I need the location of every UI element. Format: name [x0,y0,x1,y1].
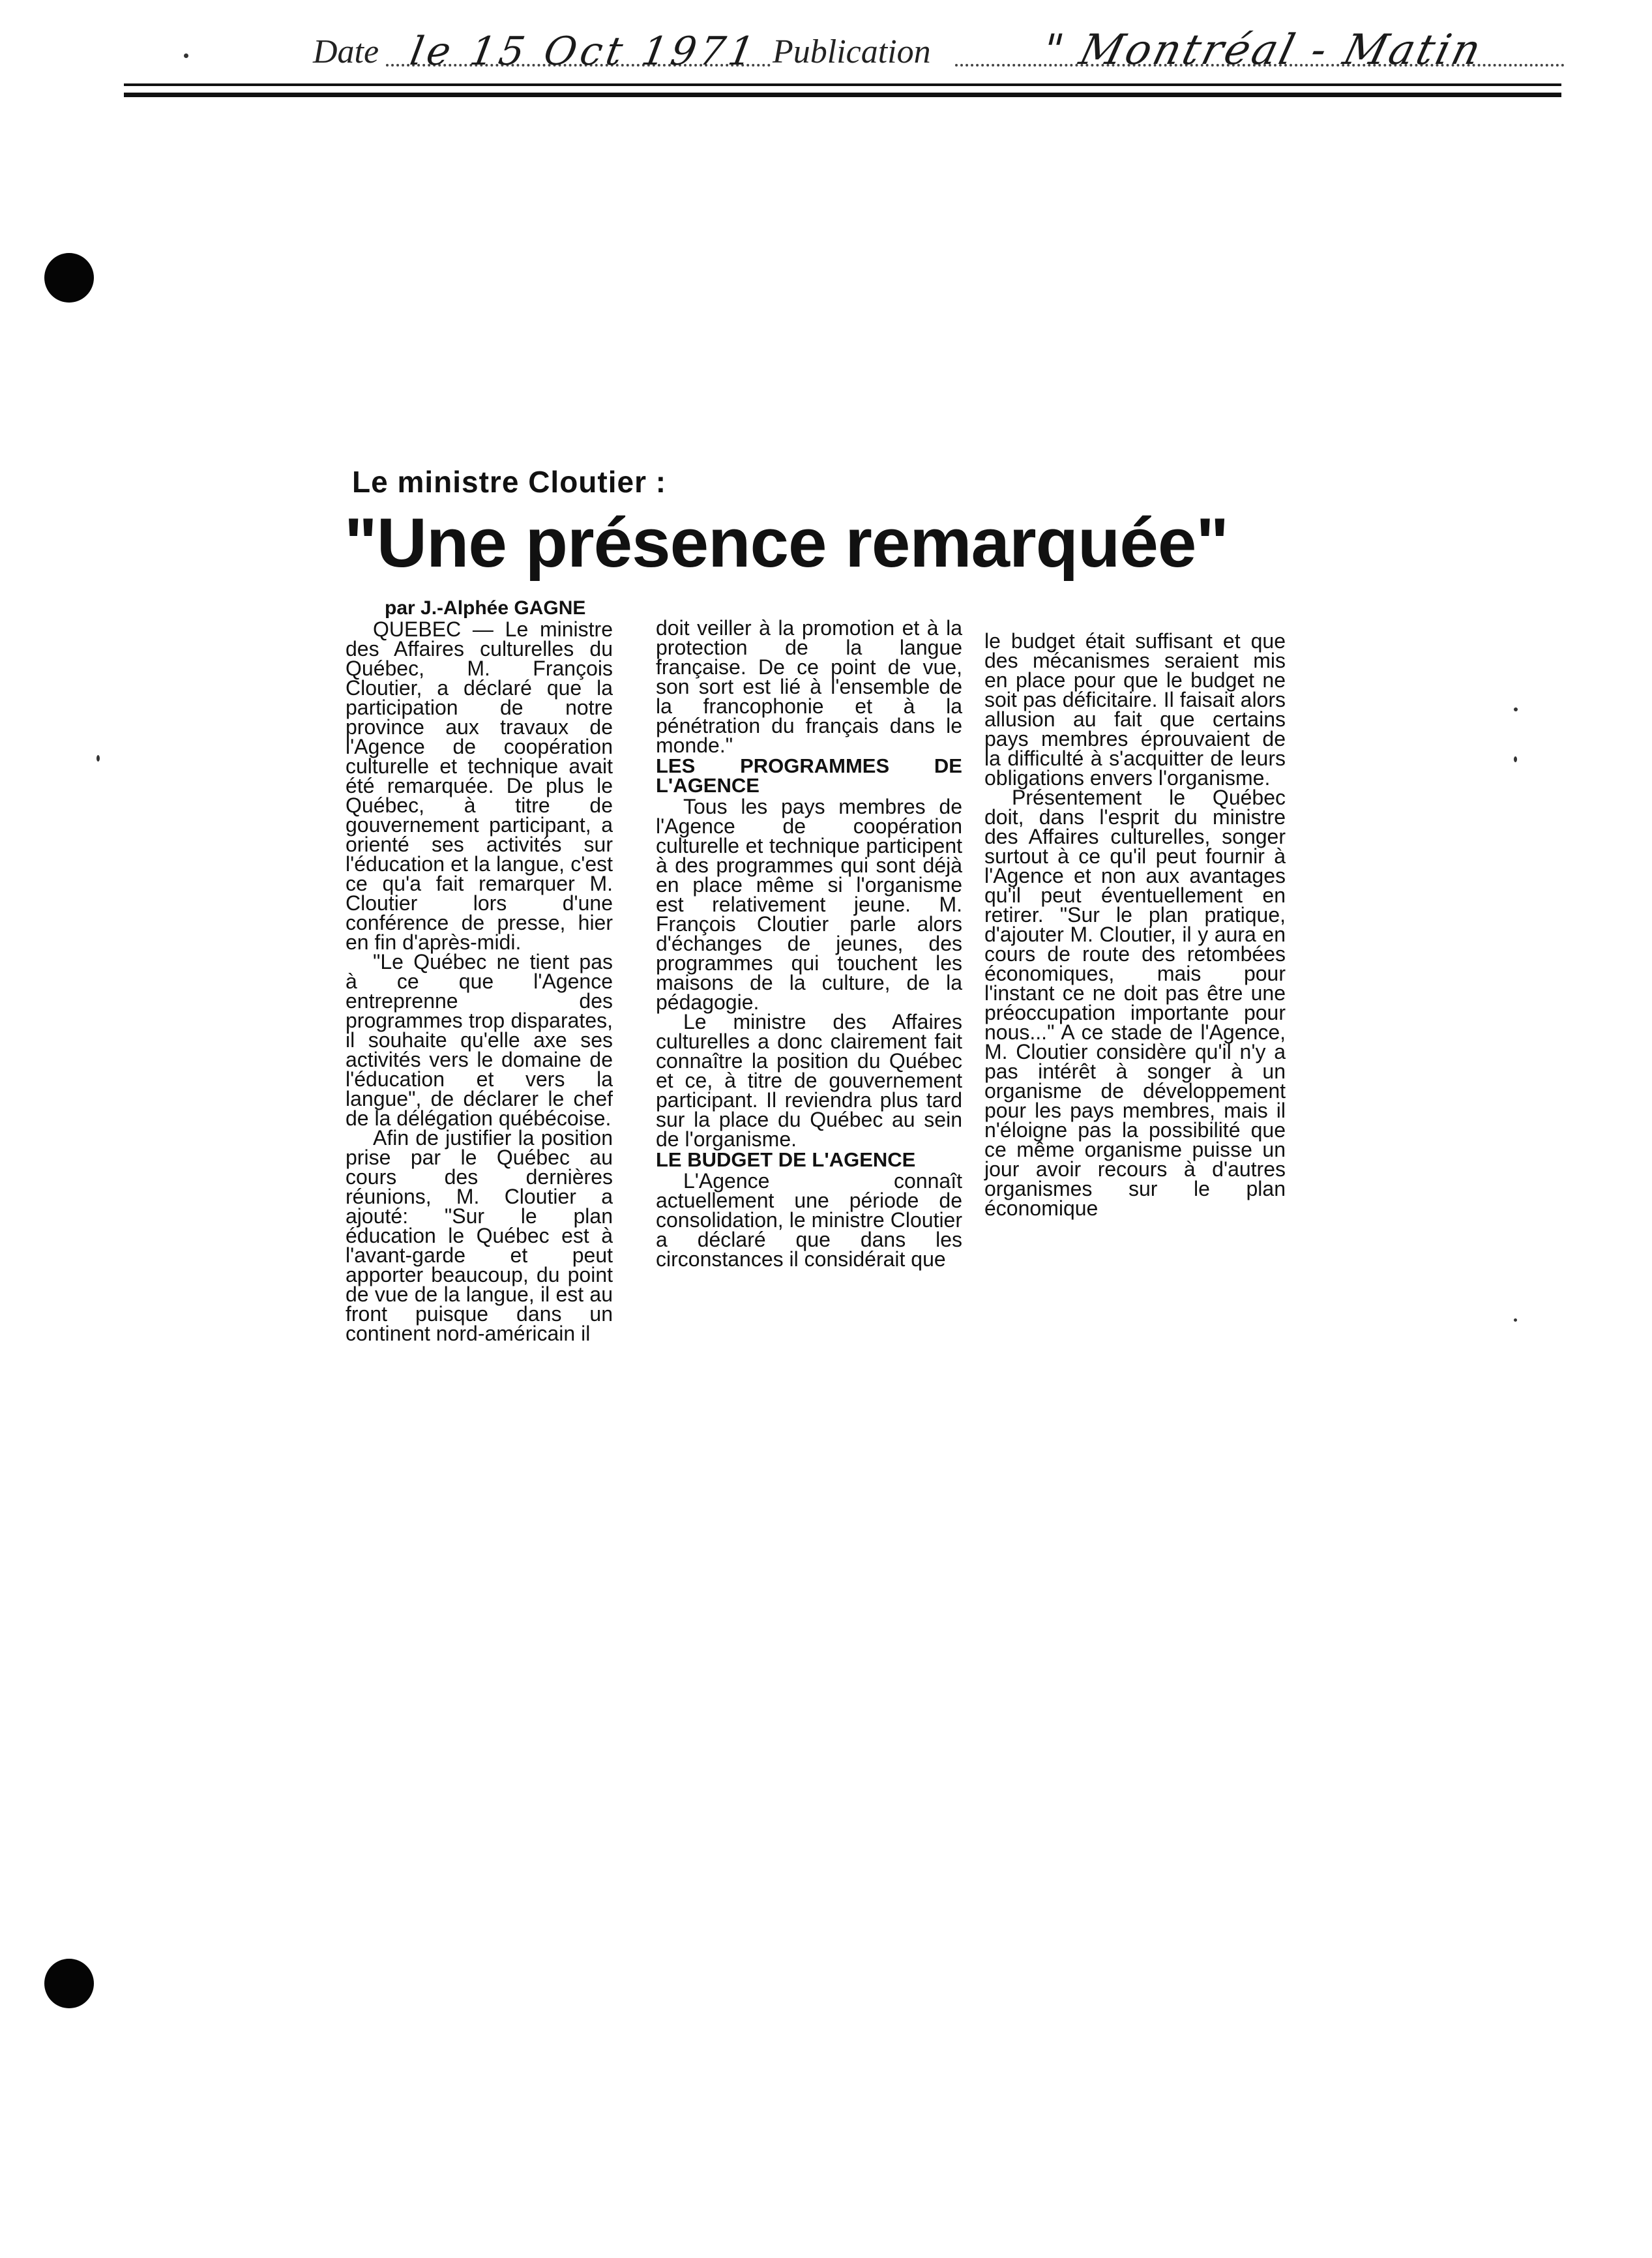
publication-label: Publication [773,33,931,70]
article-subhead: LES PROGRAMMES DE L'AGENCE [656,754,962,797]
article-column-3 [984,631,1286,1218]
clipping-header [313,26,1565,78]
header-rule-thin [124,83,1561,86]
article-paragraph: "Le Québec ne tient pas à ce que l'Agence entreprenne des programmes trop disparates, il souhaite qu'elle axe ses activités vers le domaine de l'éducation et vers la langue", de déclarer le chef de la délégation québécoise. [346,950,613,1130]
binder-hole-bottom [44,1959,94,2008]
article-paragraph: Présentement le Québec doit, dans l'esprit du ministre des Affaires culturelles, songer surtout à ce qu'il peut fournir à l'Agence et non aux avantages qu'il peut éventuellement en retirer. "Sur le plan pratique, d'ajouter M. Cloutier, il y aura en cours de route des retombées économiques, mais pour l'instant ce ne doit pas être une préoccupation importante pour nous..." A ce stade de l'Agence, M. Cloutier considère qu'il n'y a pas intérêt à songer à un organisme de développement pour les pays membres, mais il n'éloigne pas la possibilité que ce même organisme puisse un jour avoir recours à d'autres organismes sur le plan économique [984,786,1286,1220]
article-byline: par J.-Alphée GAGNE [385,597,586,619]
article-paragraph: QUEBEC — Le ministre des Affaires culturelles du Québec, M. François Cloutier, a déclaré que la participation de notre province aux travaux de l'Agence de coopération culturelle et technique avait été remarquée. De plus le Québec, à titre de gouvernement participant, a orienté ses activités sur l'éducation et la langue, c'est ce qu'a fait remarquer M. Cloutier lors d'une conférence de presse, hier en fin d'après-midi. [346,617,613,954]
article-paragraph: doit veiller à la promotion et à la protection de la langue française. De ce point de vue, son sort est lié à l'ensemble de la francophonie et à la pénétration du français dans le monde." [656,616,962,757]
article-paragraph: Tous les pays membres de l'Agence de coopération culturelle et technique participent à des programmes qui sont déjà en place même si l'organisme est relativement jeune. M. François Cloutier parle alors d'échanges de jeunes, des programmes qui touchent les maisons de la culture, de la pédagogie. [656,795,962,1014]
speck [1514,756,1517,762]
binder-hole-top [44,253,94,303]
publication-handwritten-value: " Montréal - Matin [1037,26,1488,74]
date-label: Date [313,33,379,70]
article-subhead: LE BUDGET DE L'AGENCE [656,1148,916,1171]
header-rule-thick [124,93,1561,97]
article-paragraph: le budget était suffisant et que des mécanismes seraient mis en place pour que le budget ne soit pas déficitaire. Il faisait alors allusion au fait que certains pays membres éprouvaient de la difficulté à s'acquitter de leurs obligations envers l'organisme. [984,629,1286,790]
article-column-1 [346,599,613,1343]
date-handwritten-value: le 15 Oct 1971 [406,29,762,74]
speck [1514,707,1518,711]
article-paragraph: Le ministre des Affaires culturelles a donc clairement fait connaître la position du Québec et ce, à titre de gouvernement participant. Il reviendra plus tard sur la place du Québec au sein de l'organisme. [656,1010,962,1151]
article-column-2 [656,618,962,1269]
article-paragraph: L'Agence connaît actuellement une période de consolidation, le ministre Cloutier a déclaré que dans les circonstances il considérait que [656,1169,962,1271]
speck [184,53,188,58]
speck [1514,1318,1517,1322]
article-paragraph: Afin de justifier la position prise par le Québec au cours des dernières réunions, M. Cloutier a ajouté: "Sur le plan éducation le Québec est à l'avant-garde et peut apporter beaucoup, du point de vue de la langue, il est au front puisque dans un continent nord-américain il [346,1126,613,1345]
speck [96,755,100,762]
article-headline: "Une présence remarquée" [344,503,1229,582]
article-kicker: Le ministre Cloutier : [352,465,667,499]
